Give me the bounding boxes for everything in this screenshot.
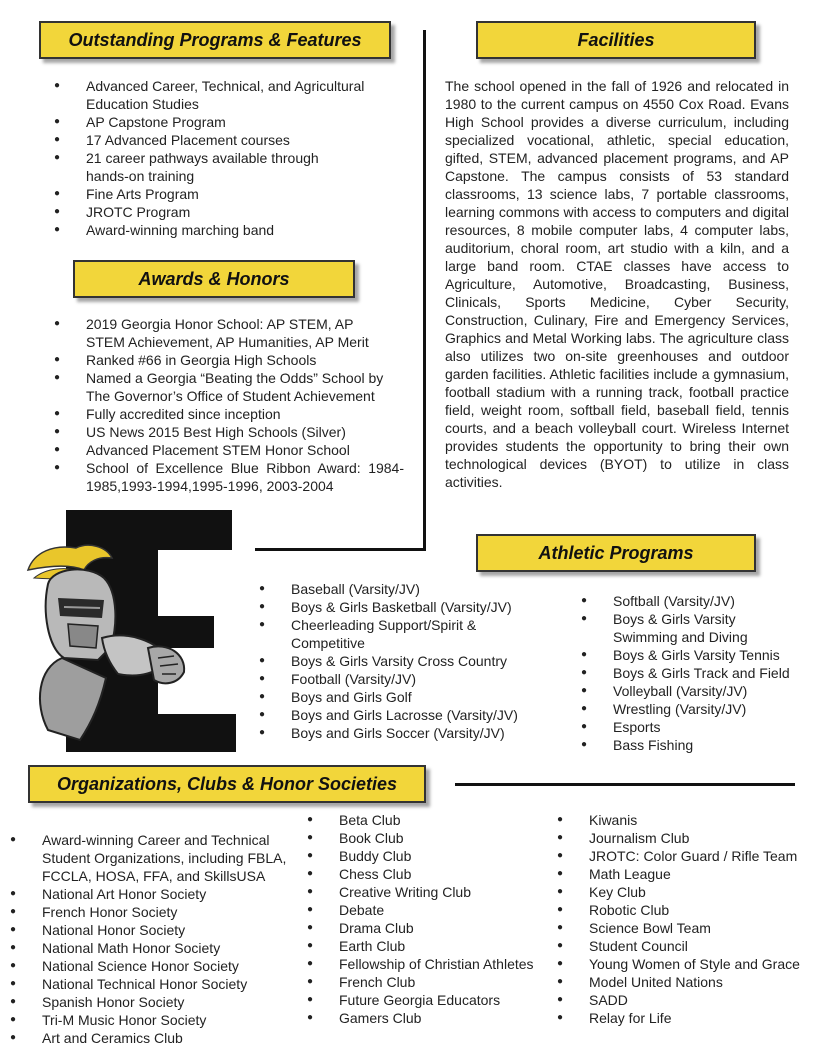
list-item: ● Journalism Club xyxy=(557,829,812,847)
list-item: ● Key Club xyxy=(557,883,812,901)
programs-list xyxy=(54,77,394,239)
list-item: ● Student Council xyxy=(557,937,812,955)
list-item: ● Softball (Varsity/JV) xyxy=(581,592,801,610)
list-item: ● Buddy Club xyxy=(307,847,557,865)
list-item: ● Volleyball (Varsity/JV) xyxy=(581,682,801,700)
list-item: ● Boys & Girls Basketball (Varsity/JV) xyxy=(259,598,559,616)
list-item: ● Earth Club xyxy=(307,937,557,955)
list-item: ● Math League xyxy=(557,865,812,883)
awards-heading: Awards & Honors xyxy=(73,260,355,298)
list-item: ● Boys and Girls Lacrosse (Varsity/JV) xyxy=(259,706,559,724)
list-item: ● Wrestling (Varsity/JV) xyxy=(581,700,801,718)
facilities-text: The school opened in the fall of 1926 and relocated in 1980 to the current campus on 4550 Cox Road. Evans High School provides a diverse curriculum, including specialized vocational, athletic, special education, gifted, STEM, advanced placement programs, and AP Capstone. The campus consists of 53 standard classrooms, 13 science labs, 7 portable classrooms, learning commons with access to computers and digital resources, 8 mobile computer labs, 4 computer labs, auditorium, choral room, art studio with a kiln, and a large band room. CTAE classes have access to Agriculture, Automotive, Broadcasting, Business, Clinicals, Sports Medicine, Cyber Security, Construction, Culinary, Fire and Emergency Services, Graphics and Metal Working labs. The agriculture class also utilizes two on-site greenhouses and outdoor garden facilities. Athletic facilities include a gymnasium, football stadium with a running track, football practice field, weight room, softball field, baseball field, tennis courts, and a beach volleyball court. Wireless Internet provides students the opportunity to bring their own technological devices (BYOT) to utilize in class activities. xyxy=(445,78,789,490)
list-item: ● National Art Honor Society xyxy=(10,885,302,903)
list-item: ● Boys and Girls Golf xyxy=(259,688,559,706)
list-item: ● Baseball (Varsity/JV) xyxy=(259,580,559,598)
athletics-list-right xyxy=(581,592,801,754)
list-item: ● Football (Varsity/JV) xyxy=(259,670,559,688)
list-item: ● National Science Honor Society xyxy=(10,957,302,975)
list-item: ● Relay for Life xyxy=(557,1009,812,1027)
list-item: ● 2019 Georgia Honor School: AP STEM, AP STEM Achievement, AP Humanities, AP Merit xyxy=(54,315,404,351)
list-item: ● Award-winning marching band xyxy=(54,221,394,239)
list-item: ● Drama Club xyxy=(307,919,557,937)
list-item: ● Fully accredited since inception xyxy=(54,405,404,423)
orgs-divider xyxy=(455,783,795,786)
orgs-list-col3 xyxy=(557,811,812,1027)
programs-heading: Outstanding Programs & Features xyxy=(39,21,391,59)
list-item: ● Young Women of Style and Grace xyxy=(557,955,812,973)
list-item: ● Debate xyxy=(307,901,557,919)
list-item: ● AP Capstone Program xyxy=(54,113,394,131)
list-item: ● Boys & Girls Varsity Swimming and Diving xyxy=(581,610,801,646)
list-item: ● SADD xyxy=(557,991,812,1009)
list-item: ● Model United Nations xyxy=(557,973,812,991)
list-item: ● Book Club xyxy=(307,829,557,847)
list-item: ● Chess Club xyxy=(307,865,557,883)
list-item: ● Boys & Girls Varsity Tennis xyxy=(581,646,801,664)
list-item: ● Advanced Career, Technical, and Agricultural Education Studies xyxy=(54,77,394,113)
list-item: ● Esports xyxy=(581,718,801,736)
list-item: ● National Technical Honor Society xyxy=(10,975,302,993)
knight-mascot-E-logo xyxy=(18,508,246,754)
list-item: ● Cheerleading Support/Spirit & Competitive xyxy=(259,616,559,652)
list-item: ● 17 Advanced Placement courses xyxy=(54,131,394,149)
list-item: ● Named a Georgia “Beating the Odds” School by The Governor’s Office of Student Achievement xyxy=(54,369,404,405)
list-item: ● Ranked #66 in Georgia High Schools xyxy=(54,351,404,369)
list-item: ● Beta Club xyxy=(307,811,557,829)
list-item: ● French Club xyxy=(307,973,557,991)
awards-list xyxy=(54,315,404,495)
list-item: ● Gamers Club xyxy=(307,1009,557,1027)
list-item: ● JROTC Program xyxy=(54,203,394,221)
list-item: ● Fine Arts Program xyxy=(54,185,394,203)
orgs-list-col2 xyxy=(307,811,557,1027)
athletics-divider xyxy=(255,548,426,551)
list-item: ● Science Bowl Team xyxy=(557,919,812,937)
list-item: ● Bass Fishing xyxy=(581,736,801,754)
orgs-list-col1 xyxy=(10,831,302,1047)
list-item: ● Tri-M Music Honor Society xyxy=(10,1011,302,1029)
logo-svg xyxy=(18,508,246,754)
list-item: ● 21 career pathways available through hands-on training xyxy=(54,149,394,185)
list-item: ● Kiwanis xyxy=(557,811,812,829)
athletics-heading: Athletic Programs xyxy=(476,534,756,572)
athletics-list-left xyxy=(259,580,559,742)
list-item: ● Spanish Honor Society xyxy=(10,993,302,1011)
orgs-heading: Organizations, Clubs & Honor Societies xyxy=(28,765,426,803)
list-item: ● School of Excellence Blue Ribbon Award: 1984-1985,1993-1994,1995-1996, 2003-2004 xyxy=(54,459,404,495)
list-item: ● Boys & Girls Varsity Cross Country xyxy=(259,652,559,670)
list-item: ● Fellowship of Christian Athletes xyxy=(307,955,557,973)
list-item: ● National Math Honor Society xyxy=(10,939,302,957)
list-item: ● Boys and Girls Soccer (Varsity/JV) xyxy=(259,724,559,742)
list-item: ● Award-winning Career and Technical Student Organizations, including FBLA, FCCLA, HOSA, FFA, and SkillsUSA xyxy=(10,831,302,885)
list-item: ● Future Georgia Educators xyxy=(307,991,557,1009)
list-item: ● Advanced Placement STEM Honor School xyxy=(54,441,404,459)
list-item: ● Creative Writing Club xyxy=(307,883,557,901)
list-item: ● National Honor Society xyxy=(10,921,302,939)
center-divider xyxy=(423,30,426,550)
facilities-heading: Facilities xyxy=(476,21,756,59)
list-item: ● French Honor Society xyxy=(10,903,302,921)
list-item: ● Robotic Club xyxy=(557,901,812,919)
list-item: ● Art and Ceramics Club xyxy=(10,1029,302,1047)
list-item: ● JROTC: Color Guard / Rifle Team xyxy=(557,847,812,865)
list-item: ● Boys & Girls Track and Field xyxy=(581,664,801,682)
list-item: ● US News 2015 Best High Schools (Silver) xyxy=(54,423,404,441)
